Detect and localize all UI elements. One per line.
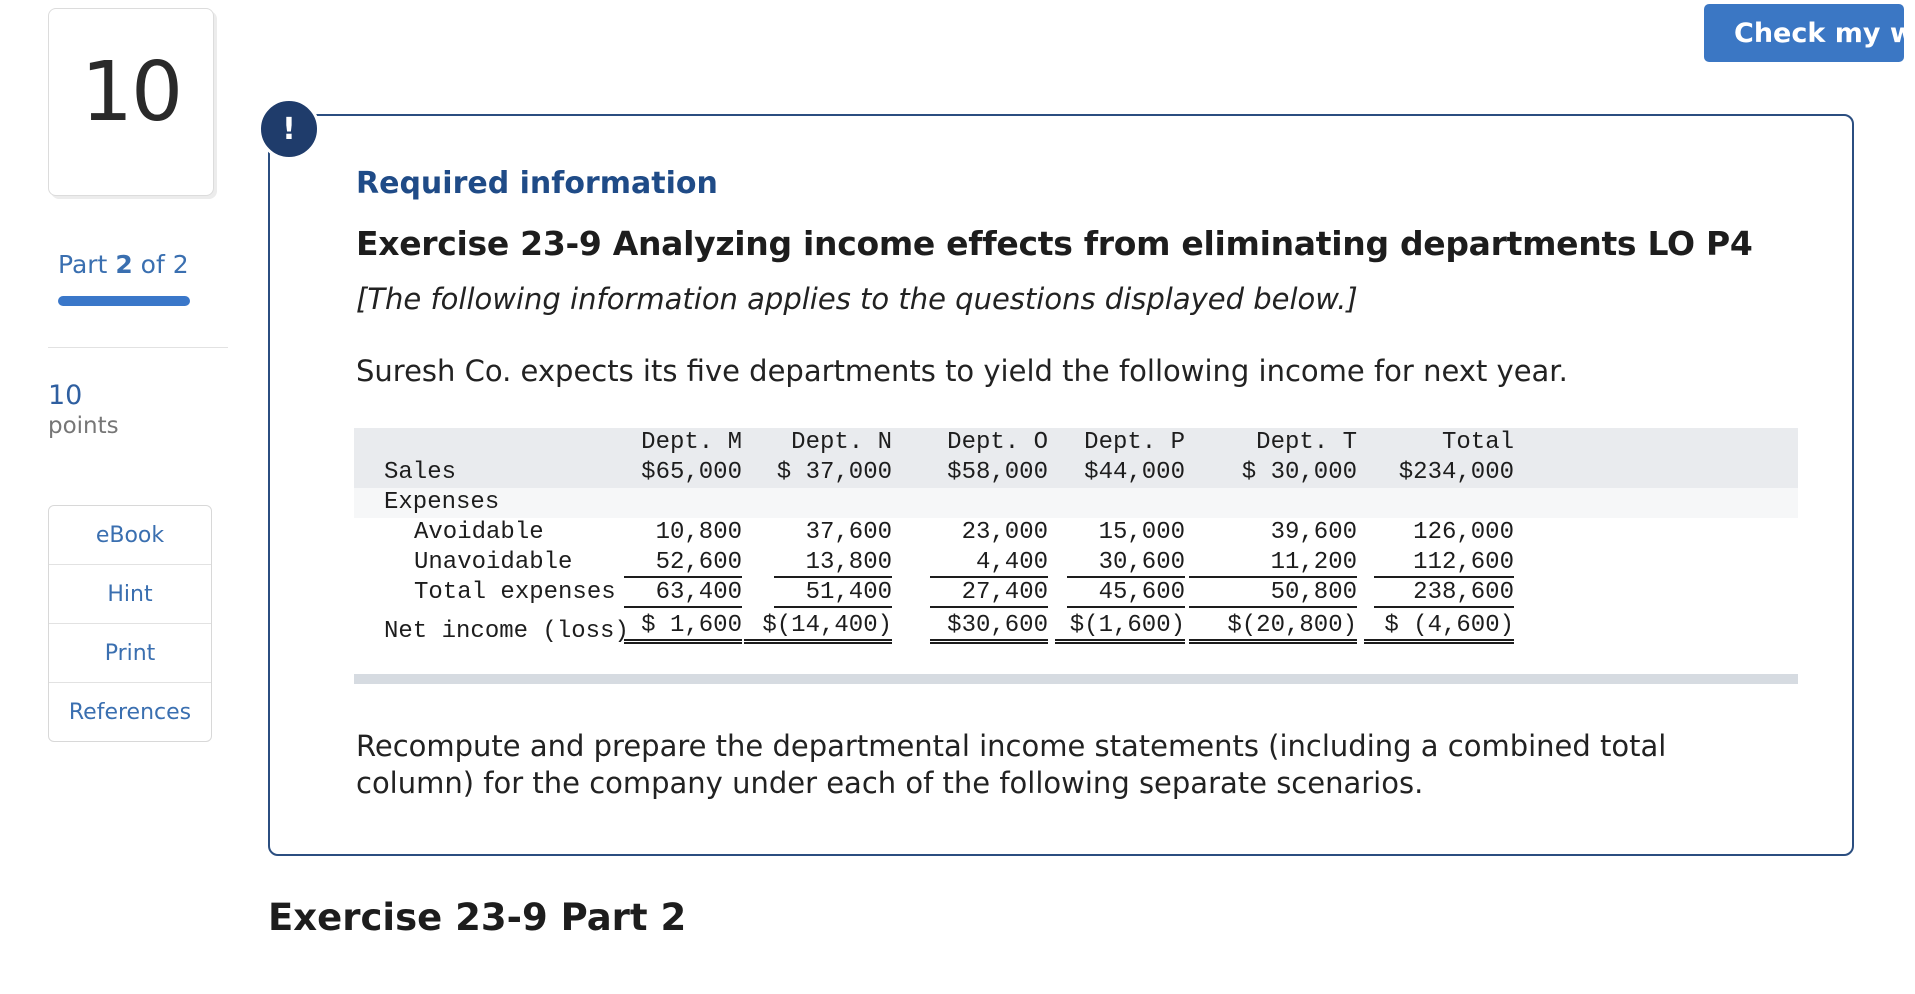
table-cell: 52,600 <box>624 549 742 578</box>
col-header: Dept. T <box>1256 429 1357 456</box>
row-label: Total expenses <box>414 579 616 606</box>
exercise-title: Exercise 23-9 Analyzing income effects from eliminating departments LO P4 <box>356 224 1753 263</box>
table-cell: $ 1,600 <box>624 612 742 644</box>
col-header: Dept. M <box>641 429 742 456</box>
table-cell: 15,000 <box>1098 519 1185 546</box>
table-cell: 30,600 <box>1067 549 1185 578</box>
row-label: Net income (loss) <box>384 618 629 645</box>
row-label: Unavoidable <box>414 549 573 576</box>
points-value: 10 <box>48 380 83 411</box>
required-information-panel <box>268 114 1854 856</box>
table-row-expenses <box>354 488 1798 518</box>
row-label: Avoidable <box>414 519 544 546</box>
question-number-card <box>48 8 214 196</box>
table-cell: 23,000 <box>961 519 1048 546</box>
table-cell: $ 37,000 <box>776 459 892 486</box>
alert-icon: ! <box>258 98 320 160</box>
table-row-net-income <box>354 608 1798 652</box>
col-header: Dept. O <box>947 429 1048 456</box>
references-button[interactable]: References <box>68 699 192 725</box>
part-of-total: of 2 <box>140 250 189 279</box>
table-cell: 63,400 <box>624 579 742 608</box>
col-header: Total <box>1441 429 1514 456</box>
question-number: 10 <box>80 44 182 140</box>
part-indicator <box>58 250 189 279</box>
table-row-total-expenses <box>354 578 1798 608</box>
table-cell: 4,400 <box>930 549 1048 578</box>
table-row-sales <box>354 458 1798 488</box>
exercise-subtitle: [The following information applies to the questions displayed below.] <box>356 282 1358 316</box>
table-cell: $ 30,000 <box>1241 459 1357 486</box>
table-header-row <box>354 428 1798 458</box>
table-cell: $(20,800) <box>1189 612 1357 644</box>
part-number: 2 <box>115 250 133 279</box>
table-cell: 11,200 <box>1189 549 1357 578</box>
check-my-work-button[interactable]: Check my w <box>1704 4 1904 62</box>
required-info-heading: Required information <box>356 166 718 201</box>
table-cell: 112,600 <box>1374 549 1514 578</box>
table-cell: $ (4,600) <box>1364 612 1514 644</box>
table-bottom-bar <box>354 674 1798 684</box>
table-cell: $(14,400) <box>744 612 892 644</box>
ebook-button[interactable]: eBook <box>49 506 211 565</box>
instructions-text: Recompute and prepare the departmental income statements (including a combined total column) for the company under each of the following separate scenarios. <box>356 729 1667 800</box>
row-label: Expenses <box>384 489 500 516</box>
progress-bar <box>58 296 190 306</box>
table-cell: 45,600 <box>1067 579 1185 608</box>
table-cell: 13,800 <box>774 549 892 578</box>
income-table <box>354 428 1798 652</box>
col-header: Dept. P <box>1084 429 1185 456</box>
table-row-unavoidable <box>354 548 1798 578</box>
table-cell: $234,000 <box>1398 459 1514 486</box>
table-cell: 126,000 <box>1413 519 1514 546</box>
tools-panel <box>48 505 212 742</box>
table-cell: $65,000 <box>641 459 742 486</box>
table-cell: $44,000 <box>1084 459 1185 486</box>
table-cell: 39,600 <box>1270 519 1357 546</box>
table-cell: $58,000 <box>947 459 1048 486</box>
part-heading: Exercise 23-9 Part 2 <box>268 896 687 939</box>
hint-button[interactable]: Hint <box>49 565 211 624</box>
table-cell: 27,400 <box>930 579 1048 608</box>
row-label: Sales <box>384 459 457 486</box>
table-cell: $30,600 <box>930 612 1048 644</box>
intro-text: Suresh Co. expects its five departments to yield the following income for next year. <box>356 354 1568 388</box>
sidebar-divider <box>48 347 228 348</box>
col-header: Dept. N <box>791 429 892 456</box>
part-word: Part <box>58 250 108 279</box>
table-cell: $(1,600) <box>1055 612 1185 644</box>
points-label: points <box>48 413 119 439</box>
table-cell: 10,800 <box>655 519 742 546</box>
table-cell: 37,600 <box>805 519 892 546</box>
table-cell: 51,400 <box>774 579 892 608</box>
table-row-avoidable <box>354 518 1798 548</box>
table-cell: 238,600 <box>1374 579 1514 608</box>
table-cell: 50,800 <box>1189 579 1357 608</box>
print-button[interactable]: Print <box>49 624 211 683</box>
